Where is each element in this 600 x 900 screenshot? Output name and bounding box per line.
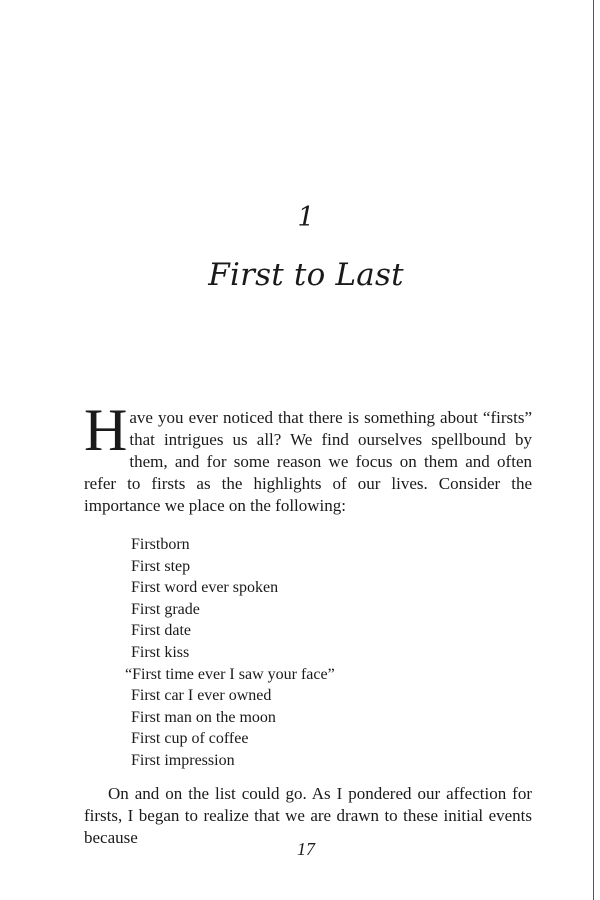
- chapter-title: First to Last: [208, 257, 404, 293]
- firsts-list: [125, 534, 335, 772]
- page-edge-line: [593, 0, 594, 900]
- list-item: First man on the moon: [131, 708, 276, 726]
- list-item: First car I ever owned: [131, 687, 272, 705]
- list-item: First kiss: [131, 643, 190, 661]
- list-item: First impression: [131, 751, 235, 769]
- chapter-number: 1: [297, 202, 315, 233]
- list-item: First cup of coffee: [131, 730, 249, 748]
- page-number: 17: [297, 839, 315, 859]
- list-item: “First time ever I saw your face”: [125, 665, 335, 683]
- list-item: First grade: [131, 600, 200, 618]
- list-item: First word ever spoken: [131, 579, 279, 597]
- opening-paragraph-text: ave you ever noticed that there is something about “firsts” that intrigues us all? We find ourselves spellbound by them, and for some reason we focus on them and often refer to firsts as the highlights of our lives. Consider the importance we place on the following:: [84, 408, 532, 515]
- opening-paragraph: [84, 397, 532, 517]
- list-item: First date: [131, 622, 191, 640]
- list-item: First step: [131, 557, 191, 575]
- closing-paragraph-text: On and on the list could go. As I pondered our affection for firsts, I began to realize that we are drawn to these initial events because: [84, 784, 532, 847]
- drop-cap: H: [84, 397, 128, 463]
- list-item: Firstborn: [131, 536, 190, 553]
